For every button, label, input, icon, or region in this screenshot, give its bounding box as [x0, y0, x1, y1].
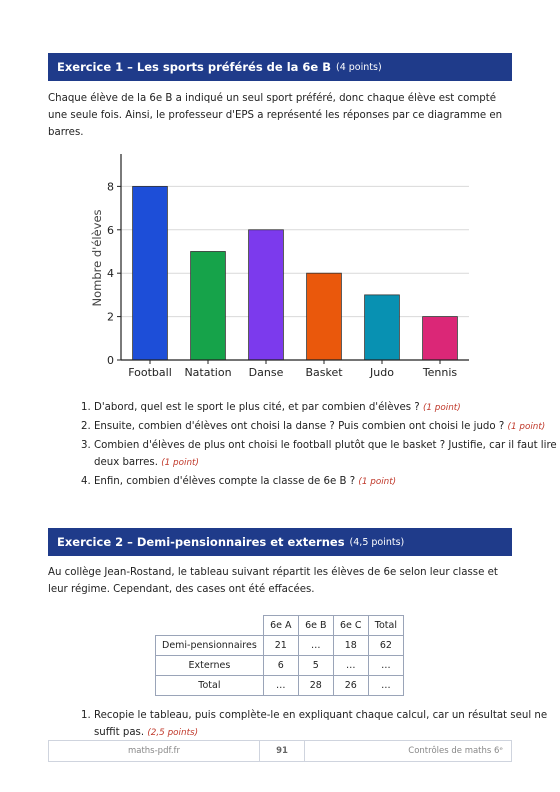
table-cell: …	[263, 676, 298, 696]
bar	[365, 295, 400, 360]
table-cell: …	[368, 676, 403, 696]
table-cell: 5	[298, 656, 333, 676]
table-cell: 62	[368, 636, 403, 656]
exercise-1-questions	[48, 399, 560, 492]
x-tick-label: Tennis	[422, 366, 458, 379]
table-cell: 21	[263, 636, 298, 656]
table-cell: 26	[333, 676, 368, 696]
page-number: 91	[259, 741, 305, 761]
y-tick-label: 4	[107, 267, 114, 281]
exercise-1-points: (4 points)	[336, 61, 382, 73]
table-cell: …	[298, 636, 333, 656]
table-cell: 18	[333, 636, 368, 656]
bar	[191, 251, 226, 360]
bar	[423, 317, 458, 360]
bar	[307, 273, 342, 360]
table-header: 6e B	[298, 616, 333, 636]
table-corner	[156, 616, 264, 636]
row-label: Demi-pensionnaires	[156, 636, 264, 656]
row-label: Externes	[156, 656, 264, 676]
page-footer	[48, 740, 512, 762]
table-header: 6e A	[263, 616, 298, 636]
table-cell: …	[368, 656, 403, 676]
question-item: 1. D'abord, quel est le sport le plus cité, et par combien d'élèves ? (1 point)	[94, 399, 560, 417]
x-tick-label: Basket	[305, 366, 343, 379]
table-cell: 28	[298, 676, 333, 696]
question-item: 1. Recopie le tableau, puis complète-le en expliquant chaque calcul, car un résultat seul ne suffit pas. (2,5 points)	[94, 707, 560, 742]
footer-site: maths-pdf.fr	[127, 746, 181, 756]
exercise-2-title: Exercice 2 – Demi-pensionnaires et externes	[57, 535, 345, 549]
table-row	[156, 636, 404, 656]
data-table	[155, 615, 404, 696]
question-item: 4. Enfin, combien d'élèves compte la classe de 6e B ? (1 point)	[94, 473, 560, 491]
bar	[133, 186, 168, 360]
exercise-2-intro: Au collège Jean-Rostand, le tableau suivant répartit les élèves de 6e selon leur classe et leur régime. Cependant, des cases ont été effacées.	[48, 567, 498, 595]
y-tick-label: 6	[107, 223, 114, 237]
y-tick-label: 8	[107, 180, 114, 194]
table-cell: …	[333, 656, 368, 676]
x-tick-label: Judo	[370, 366, 394, 379]
table-row	[156, 656, 404, 676]
bar-chart	[80, 150, 480, 382]
question-item: 2. Ensuite, combien d'élèves ont choisi la danse ? Puis combien ont choisi le judo ? (1 point)	[94, 418, 560, 436]
y-tick-label: 2	[107, 310, 114, 324]
table-row	[156, 676, 404, 696]
question-item: 3. Combien d'élèves de plus ont choisi le football plutôt que le basket ? Justifie, car il faut lire deux barres. (1 point)	[94, 437, 560, 472]
exercise-2-questions	[48, 707, 560, 743]
table-cell: 6	[263, 656, 298, 676]
exercise-2-points: (4,5 points)	[349, 536, 405, 548]
table-header: 6e C	[333, 616, 368, 636]
exercise-2-header	[48, 528, 512, 556]
exercise-1-title: Exercice 1 – Les sports préférés de la 6e B	[57, 60, 331, 74]
table-header-row	[156, 616, 404, 636]
x-tick-label: Football	[128, 366, 172, 379]
table-header: Total	[368, 616, 403, 636]
exercise-1-header	[48, 53, 512, 81]
exercise-1-intro: Chaque élève de la 6e B a indiqué un seul sport préféré, donc chaque élève est compté une seule fois. Ainsi, le professeur d'EPS a représenté les réponses par ce diagramme en barres.	[48, 93, 503, 138]
y-axis-label: Nombre d'élèves	[90, 209, 104, 307]
x-tick-label: Danse	[248, 366, 284, 379]
bar	[249, 230, 284, 360]
row-label: Total	[156, 676, 264, 696]
y-tick-label: 0	[107, 354, 114, 367]
footer-label: Contrôles de maths 6ᵉ	[408, 746, 503, 756]
x-tick-label: Natation	[184, 366, 232, 379]
